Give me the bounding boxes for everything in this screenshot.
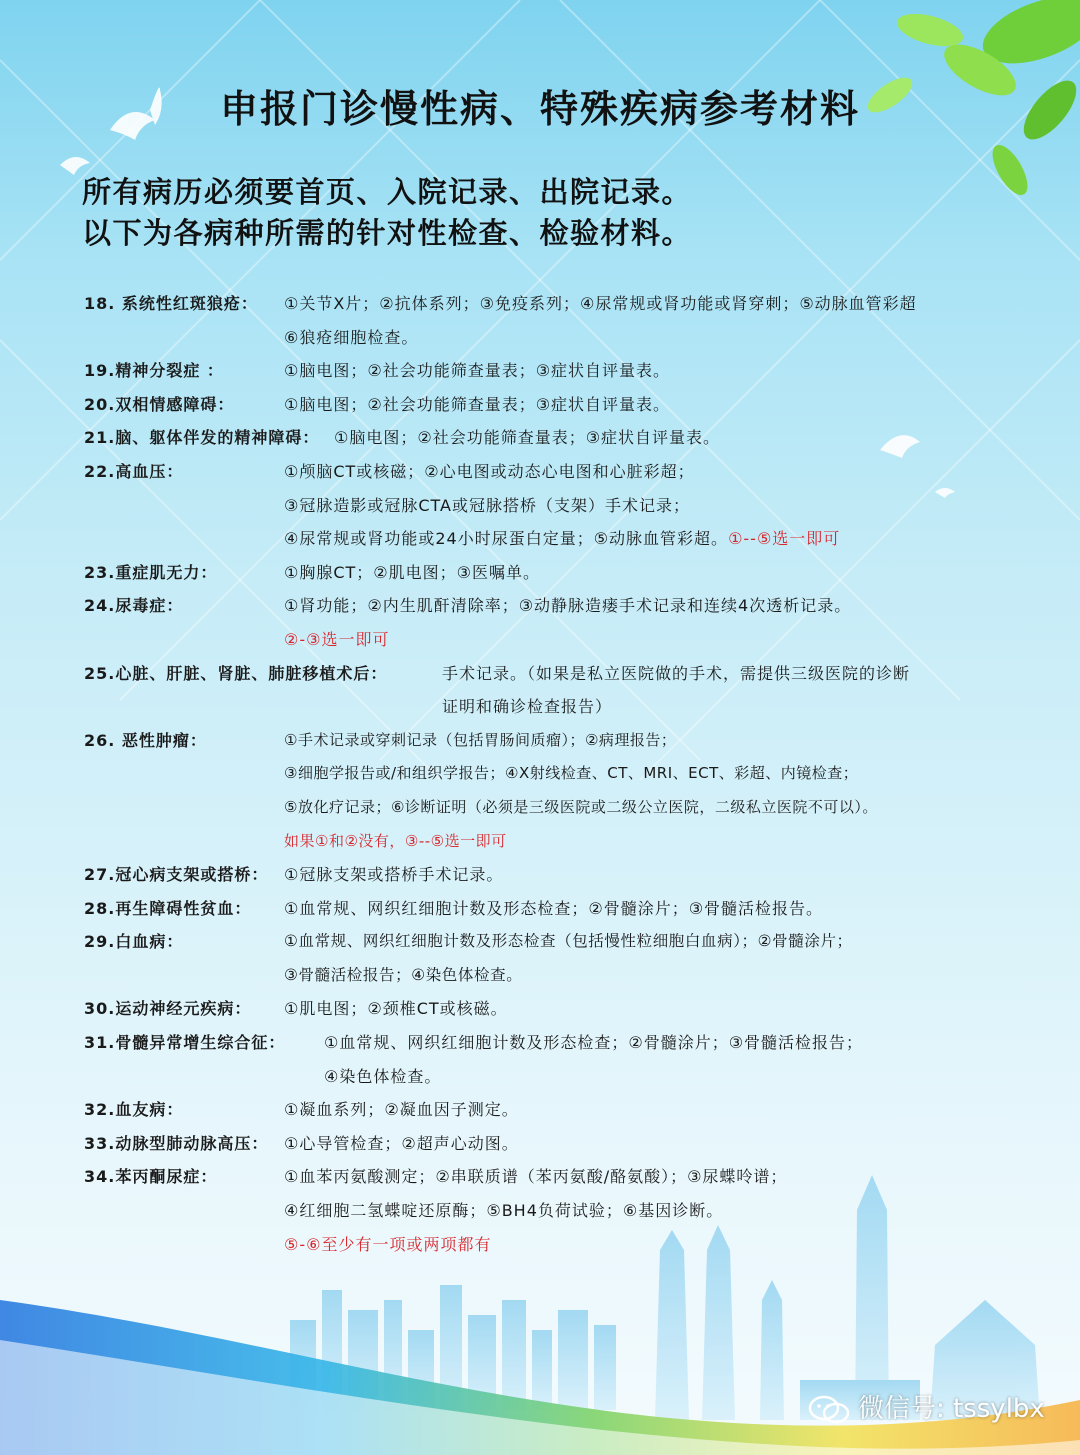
disease-label: 28.再生障碍性贫血： [84,898,252,918]
disease-item [84,287,1044,354]
material-line: ①颅脑CT或核磁；②心电图或动态心电图和心脏彩超； [284,461,695,481]
disease-materials [284,992,1044,1026]
disease-materials [284,388,1044,422]
disease-item [84,421,1044,455]
note-red: ⑤-⑥至少有一项或两项都有 [284,1234,492,1254]
material-line: ①心导管检查；②超声心动图。 [284,1133,519,1153]
note-red: ①--⑤选一即可 [728,529,841,549]
disease-item [84,388,1044,422]
material-line: ①血常规、网织红细胞计数及形态检查；②骨髓涂片；③骨髓活检报告。 [284,898,824,918]
material-line: 证明和确诊检查报告） [442,697,613,717]
material-line: ⑤放化疗记录；⑥诊断证明（必须是三级医院或二级公立医院，二级私立医院不可以）。 [284,797,878,816]
disease-item [84,1160,1044,1261]
disease-label: 27.冠心病支架或搭桥： [84,865,269,885]
material-line: ③冠脉造影或冠脉CTA或冠脉搭桥（支架）手术记录； [284,495,690,515]
material-line: ①血常规、网织红细胞计数及形态检查；②骨髓涂片；③骨髓活检报告； [324,1033,864,1053]
disease-item [84,1093,1044,1127]
wechat-watermark [808,1388,1045,1425]
disease-materials [284,556,1044,590]
material-line: ④染色体检查。 [324,1066,442,1086]
material-line: ①凝血系列；②凝血因子测定。 [284,1100,519,1120]
disease-materials [284,925,1044,992]
disease-list [84,287,1044,1261]
disease-materials [284,858,1044,892]
disease-label: 18. 系统性红斑狼疮： [84,294,258,313]
disease-item [84,724,1044,858]
material-line: ①冠脉支架或搭桥手术记录。 [284,865,504,885]
disease-label: 34.苯丙酮尿症： [84,1167,218,1187]
disease-item [84,455,1044,556]
note-red: ②-③选一即可 [284,629,390,649]
disease-item [84,589,1044,656]
disease-label: 19.精神分裂症 ： [84,361,224,381]
disease-materials [284,892,1044,926]
material-text: ④尿常规或肾功能或24小时尿蛋白定量；⑤动脉血管彩超。 [284,529,729,549]
wechat-icon [808,1395,850,1425]
material-line: ④红细胞二氢蝶啶还原酶；⑤BH4负荷试验；⑥基因诊断。 [284,1201,724,1221]
note-red: 如果①和②没有，③--⑤选一即可 [284,831,507,850]
disease-label: 26. 恶性肿瘤： [84,730,207,750]
disease-item [84,858,1044,892]
disease-label: 20.双相情感障碍： [84,394,235,414]
disease-label: 31.骨髓异常增生综合征： [84,1033,286,1053]
material-line: ①脑电图；②社会功能筛查量表；③症状自评量表。 [284,394,671,414]
disease-materials [284,1093,1044,1127]
disease-materials [324,1026,1044,1093]
material-line: ③细胞学报告或/和组织学报告；④X射线检查、CT、MRI、ECT、彩超、内镜检查； [284,764,859,783]
intro-line: 以下为各病种所需的针对性检查、检验材料。 [82,216,693,250]
material-line: ①关节X片；②抗体系列；③免疫系列；④尿常规或肾功能或肾穿刺；⑤动脉血管彩超 [284,294,917,313]
disease-materials [284,589,1044,656]
material-line: ①手术记录或穿刺记录（包括胃肠间质瘤）；②病理报告； [284,730,677,749]
disease-label: 22.高血压： [84,461,184,481]
material-line: ③骨髓活检报告；④染色体检查。 [284,965,523,984]
disease-label: 23.重症肌无力： [84,562,218,582]
disease-label: 30.运动神经元疾病： [84,999,252,1019]
disease-label: 32.血友病： [84,1100,184,1120]
material-line: 手术记录。（如果是私立医院做的手术，需提供三级医院的诊断 [442,663,911,683]
disease-materials [284,354,1044,388]
intro-line: 所有病历必须要首页、入院记录、出院记录。 [82,175,693,209]
disease-item [84,1127,1044,1161]
page-title: 申报门诊慢性病、特殊疾病参考材料 [219,86,860,131]
disease-item [84,354,1044,388]
material-line: ①肾功能；②内生肌酐清除率；③动静脉造瘘手术记录和连续4次透析记录。 [284,596,852,616]
material-line: ①血苯丙氨酸测定；②串联质谱（苯丙氨酸/酪氨酸）；③尿蝶呤谱； [284,1167,788,1187]
disease-item [84,556,1044,590]
material-line: ①血常规、网织红细胞计数及形态检查（包括慢性粒细胞白血病）；②骨髓涂片； [284,932,853,951]
material-line: ⑥狼疮细胞检查。 [284,327,419,347]
material-line: ①肌电图；②颈椎CT或核磁。 [284,999,508,1019]
intro-text [82,172,692,254]
material-line: ①脑电图；②社会功能筛查量表；③症状自评量表。 [284,361,671,381]
disease-materials [284,287,1044,354]
disease-materials [442,657,1044,724]
disease-materials [334,421,1044,455]
disease-item [84,925,1044,992]
disease-item [84,1026,1044,1093]
material-line: ①胸腺CT；②肌电图；③医嘱单。 [284,562,540,582]
disease-label: 25.心脏、肝脏、肾脏、肺脏移植术后： [84,663,388,683]
disease-item [84,992,1044,1026]
disease-label: 29.白血病： [84,932,184,952]
wechat-id-text: 微信号: tssylbx [858,1394,1045,1424]
disease-materials [284,724,1044,858]
disease-label: 21.脑、躯体伴发的精神障碍： [84,428,320,448]
disease-item [84,657,1044,724]
disease-item [84,892,1044,926]
material-line [284,522,1044,556]
disease-label: 24.尿毒症： [84,596,184,616]
disease-materials [284,455,1044,556]
disease-label: 33.动脉型肺动脉高压： [84,1133,269,1153]
disease-materials [284,1160,1044,1261]
material-line: ①脑电图；②社会功能筛查量表；③症状自评量表。 [334,428,721,448]
disease-materials [284,1127,1044,1161]
